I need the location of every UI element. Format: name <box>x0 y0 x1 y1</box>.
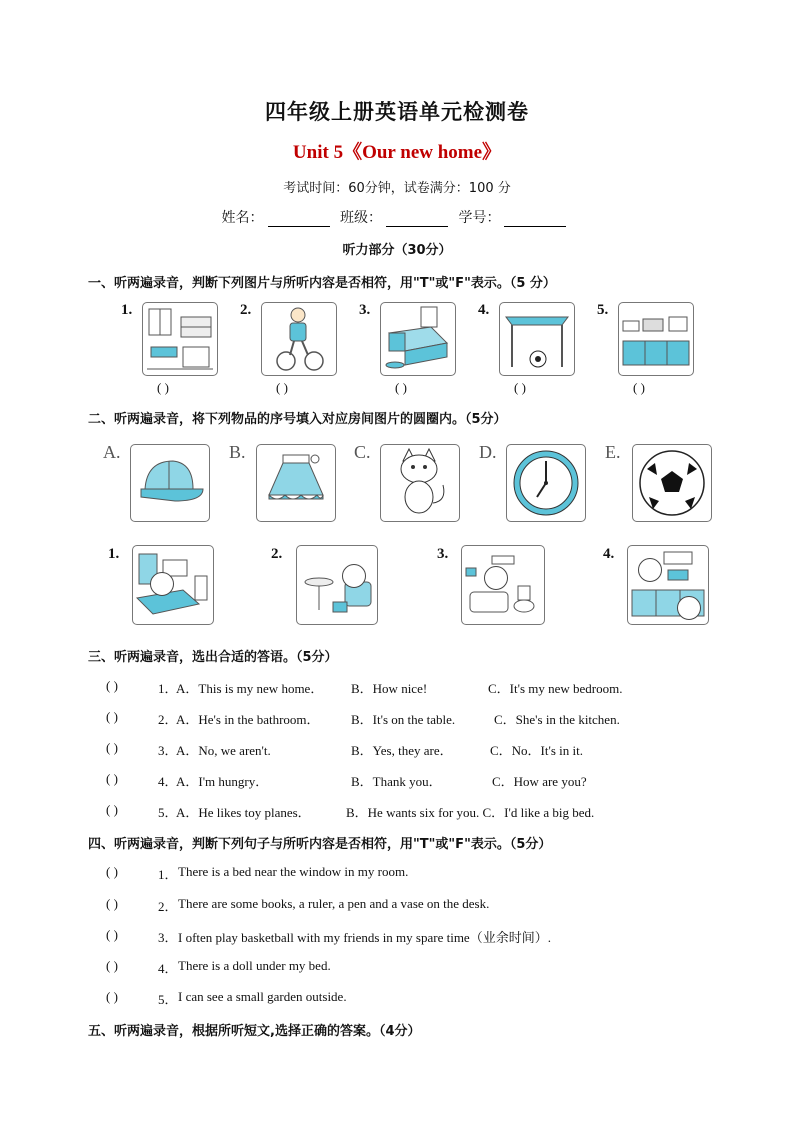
class-label: 班级： <box>340 210 382 226</box>
part4-s5-text: I can see a small garden outside. <box>178 989 347 1004</box>
part4-paren[interactable]: ( ) <box>106 864 118 879</box>
part4-s1-text: There is a bed near the window in my room. <box>178 864 409 879</box>
part4-paren[interactable]: ( ) <box>106 989 118 1004</box>
id-label: 学号： <box>458 210 501 226</box>
part2-letter: A. <box>103 442 121 462</box>
part4-s2-text: There are some books, a ruler, a pen and a vase on the desk. <box>178 896 490 911</box>
skirt-picture <box>256 444 336 522</box>
part1-number: 3. <box>359 302 371 318</box>
part3-heading: 三、听两遍录音，选出合适的答语。（5分） <box>88 650 338 665</box>
part1-number: 5. <box>597 302 609 318</box>
answer-circle[interactable] <box>677 596 701 620</box>
bed-icon <box>381 303 455 375</box>
skirt-icon <box>257 445 335 521</box>
part2-number: 1. <box>108 546 120 562</box>
part3-paren[interactable]: ( ) <box>106 678 118 693</box>
part3-q3-option-b: B．Yes, they are． <box>351 743 453 758</box>
boy-bike-picture <box>261 302 337 376</box>
part1-answer-paren[interactable]: ( ) <box>276 380 288 395</box>
part2-number: 2. <box>271 546 283 562</box>
table-ball-picture <box>499 302 575 376</box>
answer-circle[interactable] <box>484 566 508 590</box>
part4-s4-num: 4． <box>158 961 178 976</box>
part3-q4-option-c: C．How are you? <box>492 774 587 789</box>
part3-q4-option-a: A．I'm hungry． <box>176 774 269 789</box>
part4-s3-text: I often play basketball with my friends in my spare time（业余时间）. <box>178 930 551 945</box>
part3-q2-option-a: A．He's in the bathroom． <box>176 712 320 727</box>
student-info-row <box>0 207 794 227</box>
part3-paren[interactable]: ( ) <box>106 802 118 817</box>
name-label: 姓名： <box>221 210 264 226</box>
part3-q1-option-a: A．This is my new home． <box>176 681 324 696</box>
part4-paren[interactable]: ( ) <box>106 927 118 942</box>
part1-answer-paren[interactable]: ( ) <box>395 380 407 395</box>
part4-s4-text: There is a doll under my bed. <box>178 958 331 973</box>
living-room-chair-icon <box>297 546 377 624</box>
room2-picture <box>296 545 378 625</box>
class-blank[interactable] <box>386 212 448 227</box>
answer-circle[interactable] <box>342 564 366 588</box>
kitchen-picture <box>618 302 694 376</box>
part1-number: 4. <box>478 302 490 318</box>
part4-paren[interactable]: ( ) <box>106 958 118 973</box>
listening-section-heading: 听力部分（30分） <box>342 243 452 258</box>
id-blank[interactable] <box>504 212 566 227</box>
part3-q4-num: 4． <box>158 774 178 789</box>
part3-q3-num: 3． <box>158 743 178 758</box>
part3-q1-option-b: B．How nice! <box>351 681 428 696</box>
kitchen-icon <box>619 303 693 375</box>
part4-s5-num: 5． <box>158 992 178 1007</box>
cap-icon <box>131 445 209 521</box>
part2-letter: D. <box>479 442 497 462</box>
boy-on-bike-icon <box>262 303 336 375</box>
football-picture <box>632 444 712 522</box>
part3-q3-option-c: C．No．It's in it. <box>490 743 583 758</box>
bedroom-picture <box>380 302 456 376</box>
cat-picture <box>380 444 460 522</box>
part2-number: 4. <box>603 546 615 562</box>
football-icon <box>633 445 711 521</box>
part1-heading: 一、听两遍录音，判断下列图片与所听内容是否相符，用"T"或"F"表示。（5 分） <box>88 276 556 291</box>
part3-paren[interactable]: ( ) <box>106 771 118 786</box>
part3-q5-option-b: B．He wants six for you. C．I'd like a big bed. <box>346 805 595 820</box>
part2-number: 3. <box>437 546 449 562</box>
unit-subtitle: Unit 5《Our new home》 <box>292 142 502 163</box>
part3-q5-num: 5． <box>158 805 178 820</box>
part5-heading: 五、听两遍录音，根据所听短文,选择正确的答案。（4分） <box>88 1024 421 1039</box>
answer-circle[interactable] <box>150 572 174 596</box>
part3-q2-num: 2． <box>158 712 178 727</box>
part4-s1-num: 1． <box>158 867 178 882</box>
exam-info: 考试时间：60分钟，试卷满分：100 分 <box>283 181 511 196</box>
part2-heading: 二、听两遍录音，将下列物品的序号填入对应房间图片的圆圈内。（5分） <box>88 412 507 427</box>
clock-picture <box>506 444 586 522</box>
part3-q2-option-c: C．She's in the kitchen. <box>494 712 620 727</box>
part3-q3-option-a: A．No, we aren't. <box>176 743 271 758</box>
part1-answer-paren[interactable]: ( ) <box>514 380 526 395</box>
living-room-icon <box>143 303 217 375</box>
part1-answer-paren[interactable]: ( ) <box>157 380 169 395</box>
part4-s3-num: 3． <box>158 930 178 945</box>
page-title: 四年级上册英语单元检测卷 <box>265 100 529 124</box>
part3-q5-option-a: A．He likes toy planes． <box>176 805 311 820</box>
part3-paren[interactable]: ( ) <box>106 709 118 724</box>
part2-letter: C. <box>354 442 371 462</box>
part1-answer-paren[interactable]: ( ) <box>633 380 645 395</box>
name-blank[interactable] <box>268 212 330 227</box>
part2-letter: E. <box>605 442 621 462</box>
part3-paren[interactable]: ( ) <box>106 740 118 755</box>
part1-number: 1. <box>121 302 133 318</box>
cap-picture <box>130 444 210 522</box>
part3-q1-num: 1． <box>158 681 178 696</box>
part3-q2-option-b: B．It's on the table. <box>351 712 456 727</box>
part4-paren[interactable]: ( ) <box>106 896 118 911</box>
part2-letter: B. <box>229 442 246 462</box>
part3-q1-option-c: C．It's my new bedroom. <box>488 681 623 696</box>
cat-icon <box>381 445 459 521</box>
table-with-ball-icon <box>500 303 574 375</box>
living-room-picture <box>142 302 218 376</box>
part4-heading: 四、听两遍录音，判断下列句子与所听内容是否相符，用"T"或"F"表示。（5分） <box>88 837 552 852</box>
clock-icon <box>507 445 585 521</box>
answer-circle[interactable] <box>638 558 662 582</box>
part4-s2-num: 2． <box>158 899 178 914</box>
part1-number: 2. <box>240 302 252 318</box>
part3-q4-option-b: B．Thank you． <box>351 774 442 789</box>
